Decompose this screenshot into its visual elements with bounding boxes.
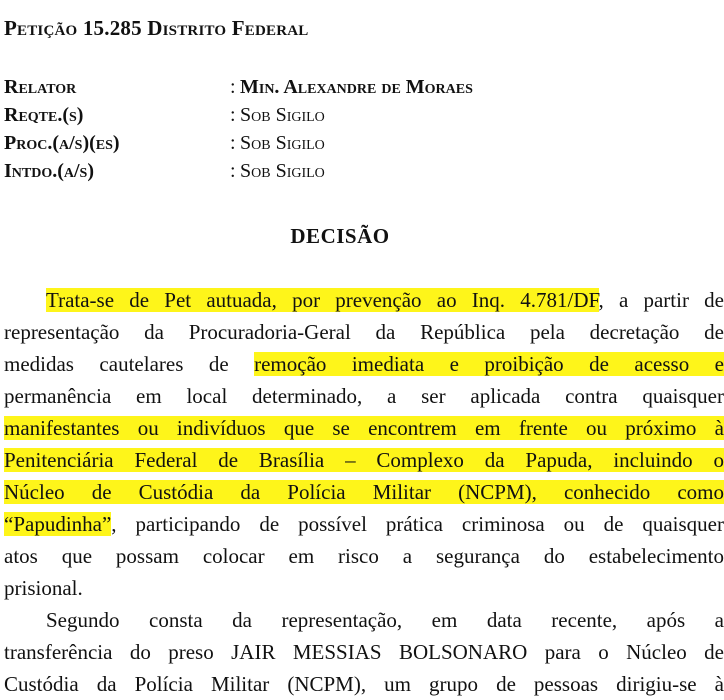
party-separator: :	[230, 132, 236, 155]
text-line	[4, 540, 724, 572]
party-separator: :	[230, 76, 236, 99]
text-line	[46, 284, 724, 316]
decision-heading: DECISÃO	[0, 224, 680, 249]
text-line	[4, 572, 83, 604]
text-segment: permanência em local determinado, a ser aplicada contra quaisquer	[4, 384, 724, 408]
text-segment: , a partir de	[599, 288, 724, 312]
text-segment: transferência do preso JAIR MESSIAS BOLSONARO para o Núcleo de	[4, 640, 724, 664]
text-line	[4, 316, 724, 348]
party-separator: :	[230, 160, 236, 183]
text-segment: , participando de possível prática criminosa ou de quaisquer	[111, 512, 724, 536]
party-label: Intdo.(a/s)	[4, 160, 94, 183]
text-segment: Custódia da Polícia Militar (NCPM), um grupo de pessoas dirigiu-se à	[4, 672, 724, 696]
party-value: Sob Sigilo	[240, 160, 325, 183]
text-line	[4, 348, 724, 380]
highlighted-text: Trata-se de Pet autuada, por prevenção ao Inq. 4.781/DF	[46, 288, 599, 312]
petition-title: Petição 15.285 Distrito Federal	[4, 16, 308, 41]
party-value: Sob Sigilo	[240, 132, 325, 155]
text-segment: prisional.	[4, 576, 83, 600]
text-line	[4, 380, 724, 412]
party-label: Reqte.(s)	[4, 104, 83, 127]
text-segment: atos que possam colocar em risco a segurança do estabelecimento	[4, 544, 724, 568]
party-value: Sob Sigilo	[240, 104, 325, 127]
text-line	[4, 668, 724, 700]
party-separator: :	[230, 104, 236, 127]
highlighted-text: Núcleo de Custódia da Polícia Militar (NCPM), conhecido como	[4, 480, 724, 504]
text-line	[4, 476, 724, 508]
text-segment: representação da Procuradoria-Geral da República pela decretação de	[4, 320, 724, 344]
highlighted-text: manifestantes ou indivíduos que se encontrem em frente ou próximo à	[4, 416, 724, 440]
text-segment: Segundo consta da representação, em data recente, após a	[46, 608, 724, 632]
party-label: Relator	[4, 76, 76, 99]
text-line	[4, 508, 724, 540]
text-line	[46, 604, 724, 636]
party-label: Proc.(a/s)(es)	[4, 132, 120, 155]
highlighted-text: remoção imediata e proibição de acesso e	[254, 352, 724, 376]
text-line	[4, 636, 724, 668]
highlighted-text: Penitenciária Federal de Brasília – Complexo da Papuda, incluindo o	[4, 448, 724, 472]
text-segment: medidas cautelares de	[4, 352, 254, 376]
text-line	[4, 412, 724, 444]
text-line	[4, 444, 724, 476]
party-value: Min. Alexandre de Moraes	[240, 76, 473, 99]
highlighted-text: “Papudinha”	[4, 512, 111, 536]
